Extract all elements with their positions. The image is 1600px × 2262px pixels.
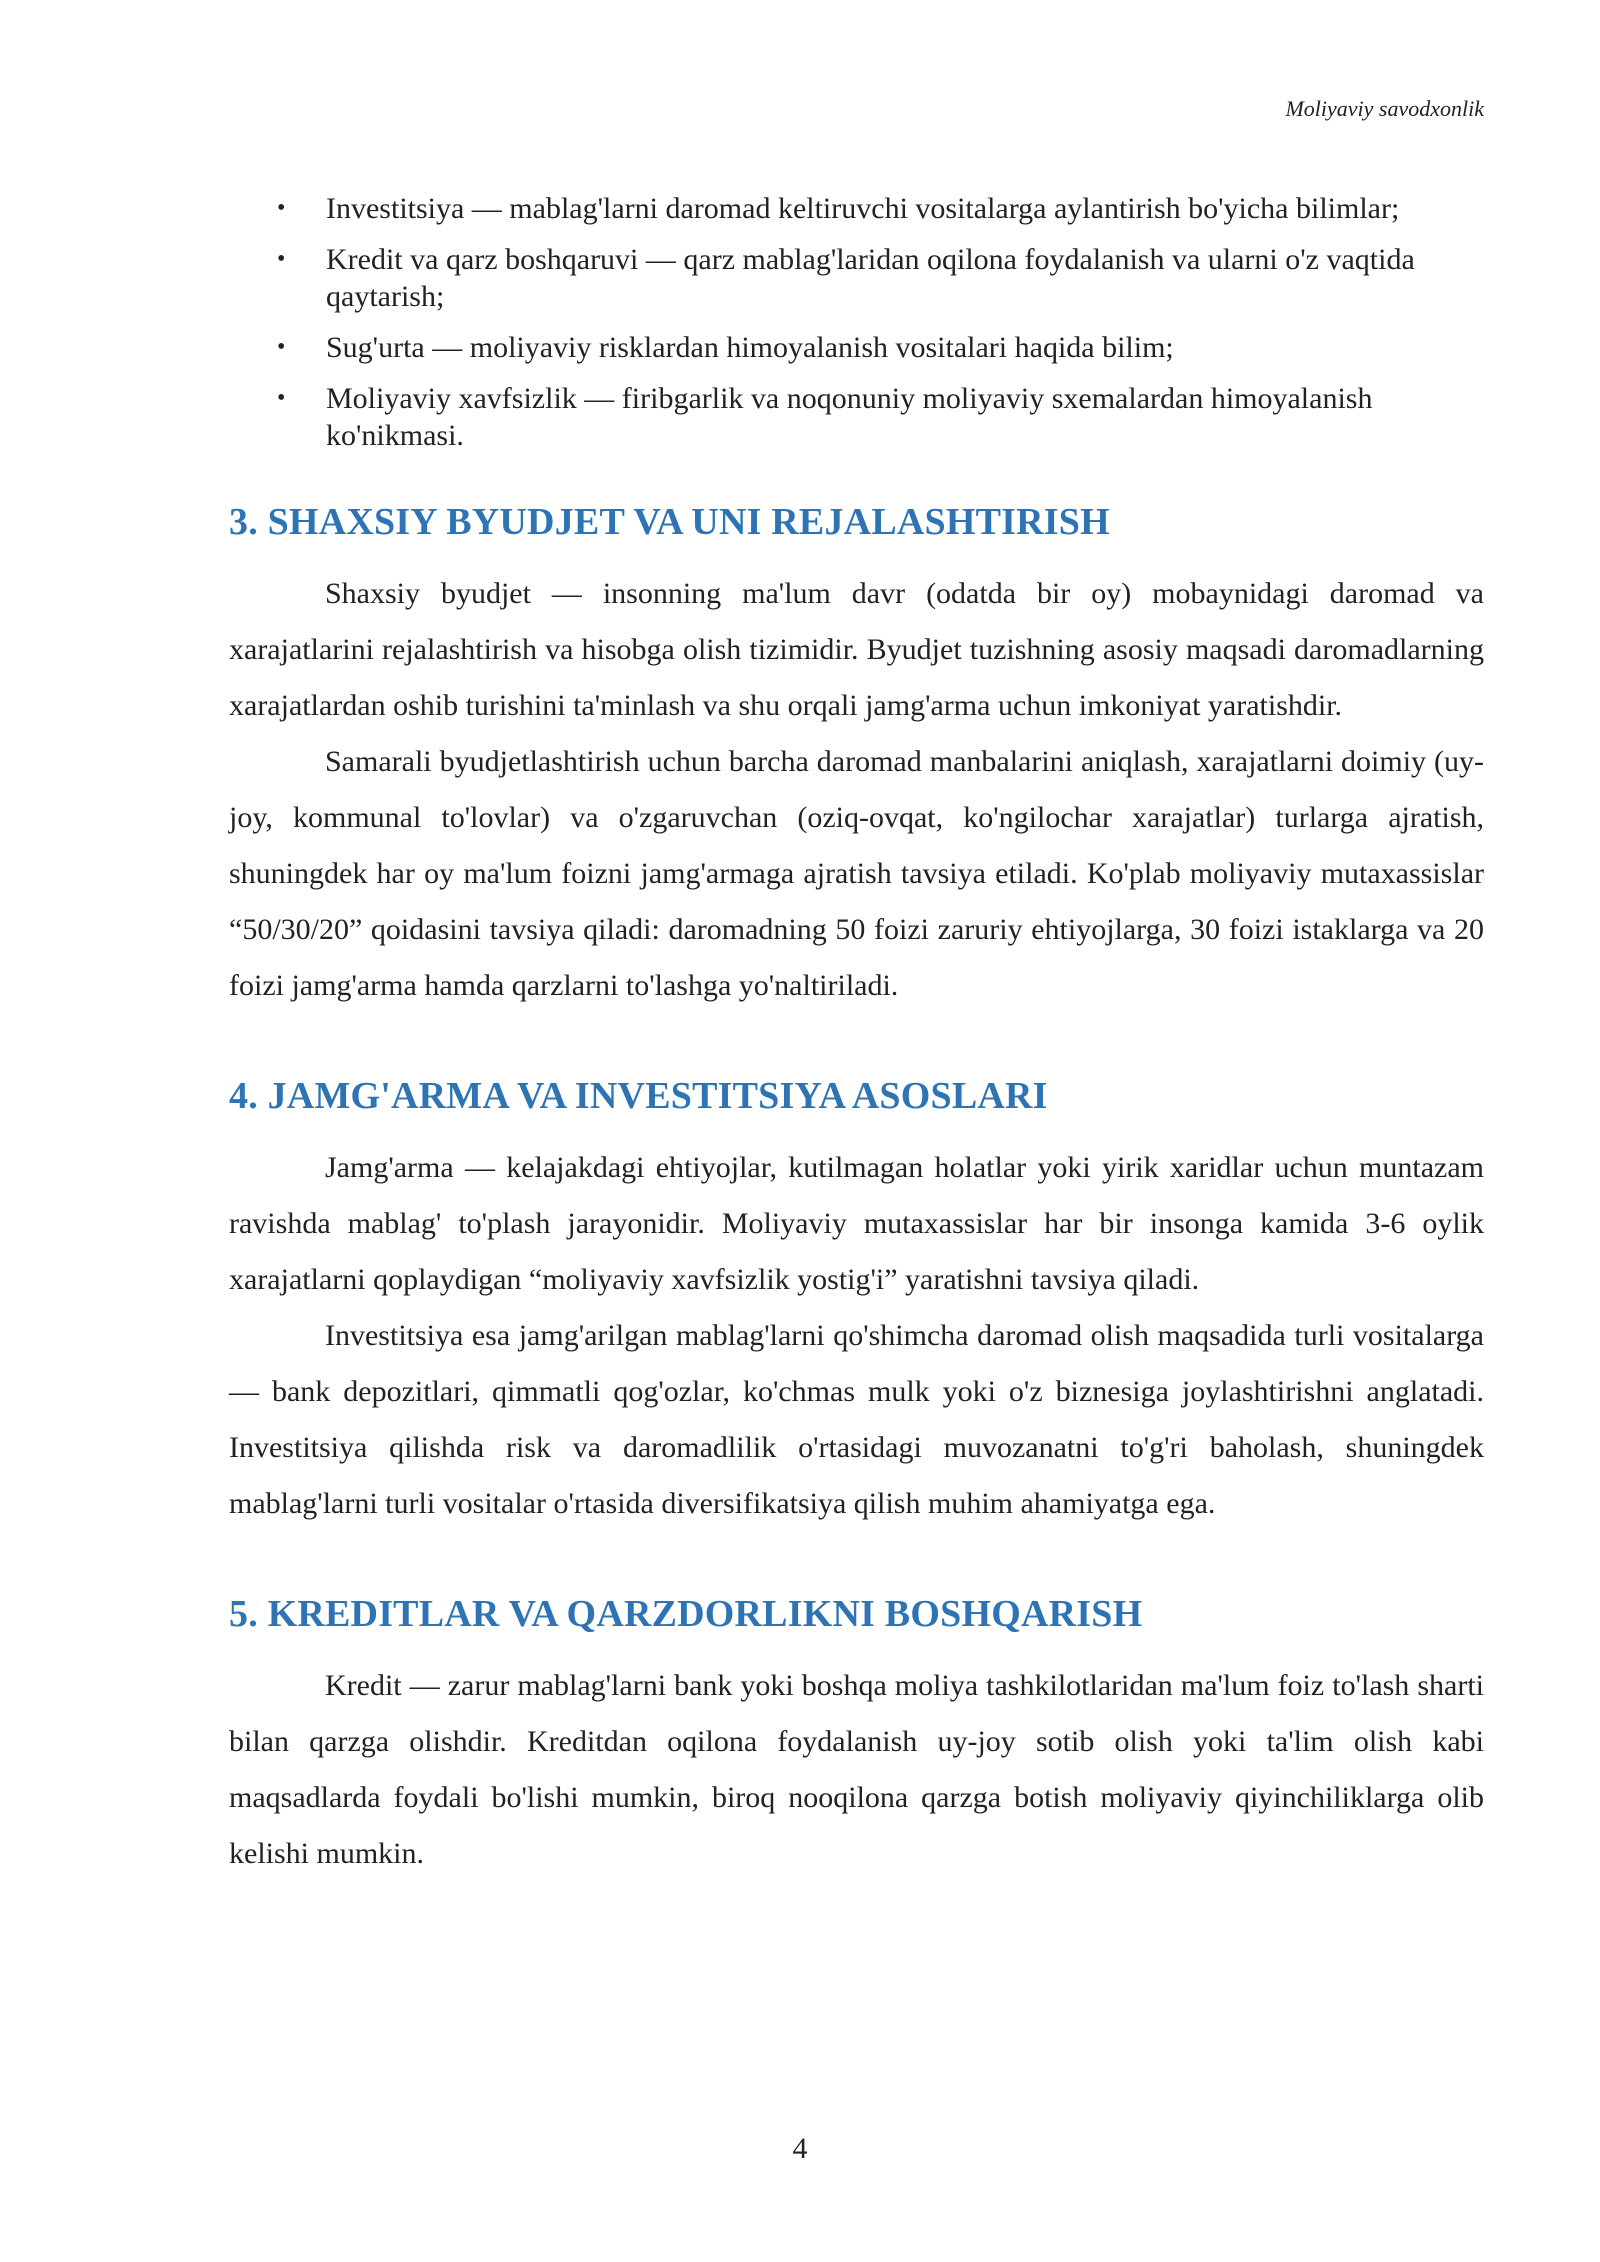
bullet-text: Investitsiya — mablag'larni daromad keltiruvchi vositalarga aylantirish bo'yicha bilimlar; [326,192,1400,225]
running-header: Moliyaviy savodxonlik [1285,96,1484,121]
bullet-icon: • [277,246,286,272]
bullet-text: Kredit va qarz boshqaruvi — qarz mablag'laridan oqilona foydalanish va ularni o'z vaqtida qaytarish; [326,243,1415,313]
bullet-text: Moliyaviy xavfsizlik — firibgarlik va noqonuniy moliyaviy sxemalardan himoyalanish ko'nikmasi. [326,382,1373,452]
bullet-icon: • [277,195,286,221]
bullet-text: Sug'urta — moliyaviy risklardan himoyalanish vositalari haqida bilim; [326,331,1174,364]
bullet-icon: • [277,385,286,411]
section-paragraph: Kredit — zarur mablag'larni bank yoki boshqa moliya tashkilotlaridan ma'lum foiz to'lash sharti bilan qarzga olishdir. Kreditdan oqilona foydalanish uy-joy sotib olish yoki ta'lim olish kabi maqsadlarda foydali bo'lishi mumkin, biroq nooqilona qarzga botish moliyaviy qiyinchiliklarga olib kelishi mumkin. [229,1669,1484,1870]
section-paragraph: Jamg'arma — kelajakdagi ehtiyojlar, kutilmagan holatlar yoki yirik xaridlar uchun muntazam ravishda mablag' to'plash jarayonidir. Moliyaviy mutaxassislar har bir insonga kamida 3-6 oylik xarajatlarni qoplaydigan “moliyaviy xavfsizlik yostig'i” yaratishni tavsiya qiladi. [229,1151,1484,1296]
section-heading: 3. SHAXSIY BYUDJET VA UNI REJALASHTIRISH [229,501,1110,543]
page-number: 4 [792,2132,808,2165]
section-paragraph: Samarali byudjetlashtirish uchun barcha daromad manbalarini aniqlash, xarajatlarni doimiy (uy-joy, kommunal to'lovlar) va o'zgaruvchan (oziq-ovqat, ko'ngilochar xarajatlar) turlarga ajratish, shuningdek har oy ma'lum foizni jamg'armaga ajratish tavsiya etiladi. Ko'plab moliyaviy mutaxassislar “50/30/20” qoidasini tavsiya qiladi: daromadning 50 foizi zaruriy ehtiyojlarga, 30 foizi istaklarga va 20 foizi jamg'arma hamda qarzlarni to'lashga yo'naltiriladi. [229,745,1484,1002]
bullet-icon: • [277,334,286,360]
list-item [229,329,1484,366]
section-paragraph: Investitsiya esa jamg'arilgan mablag'larni qo'shimcha daromad olish maqsadida turli vositalarga — bank depozitlari, qimmatli qog'ozlar, ko'chmas mulk yoki o'z biznesiga joylashtirishni anglatadi. Investitsiya qilishda risk va daromadlilik o'rtasidagi muvozanatni to'g'ri baholash, shuningdek mablag'larni turli vositalar o'rtasida diversifikatsiya qilish muhim ahamiyatga ega. [229,1319,1484,1520]
section-heading: 5. KREDITLAR VA QARZDORLIKNI BOSHQARISH [229,1593,1143,1635]
list-item [229,380,1484,454]
section-paragraph: Shaxsiy byudjet — insonning ma'lum davr (odatda bir oy) mobaynidagi daromad va xarajatlarini rejalashtirish va hisobga olish tizimidir. Byudjet tuzishning asosiy maqsadi daromadlarning xarajatlardan oshib turishini ta'minlash va shu orqali jamg'arma uchun imkoniyat yaratishdir. [229,577,1484,722]
page-content [229,190,1484,1882]
list-item [229,241,1484,315]
bullet-list [229,190,1484,454]
list-item [229,190,1484,227]
section-heading: 4. JAMG'ARMA VA INVESTITSIYA ASOSLARI [229,1075,1048,1117]
